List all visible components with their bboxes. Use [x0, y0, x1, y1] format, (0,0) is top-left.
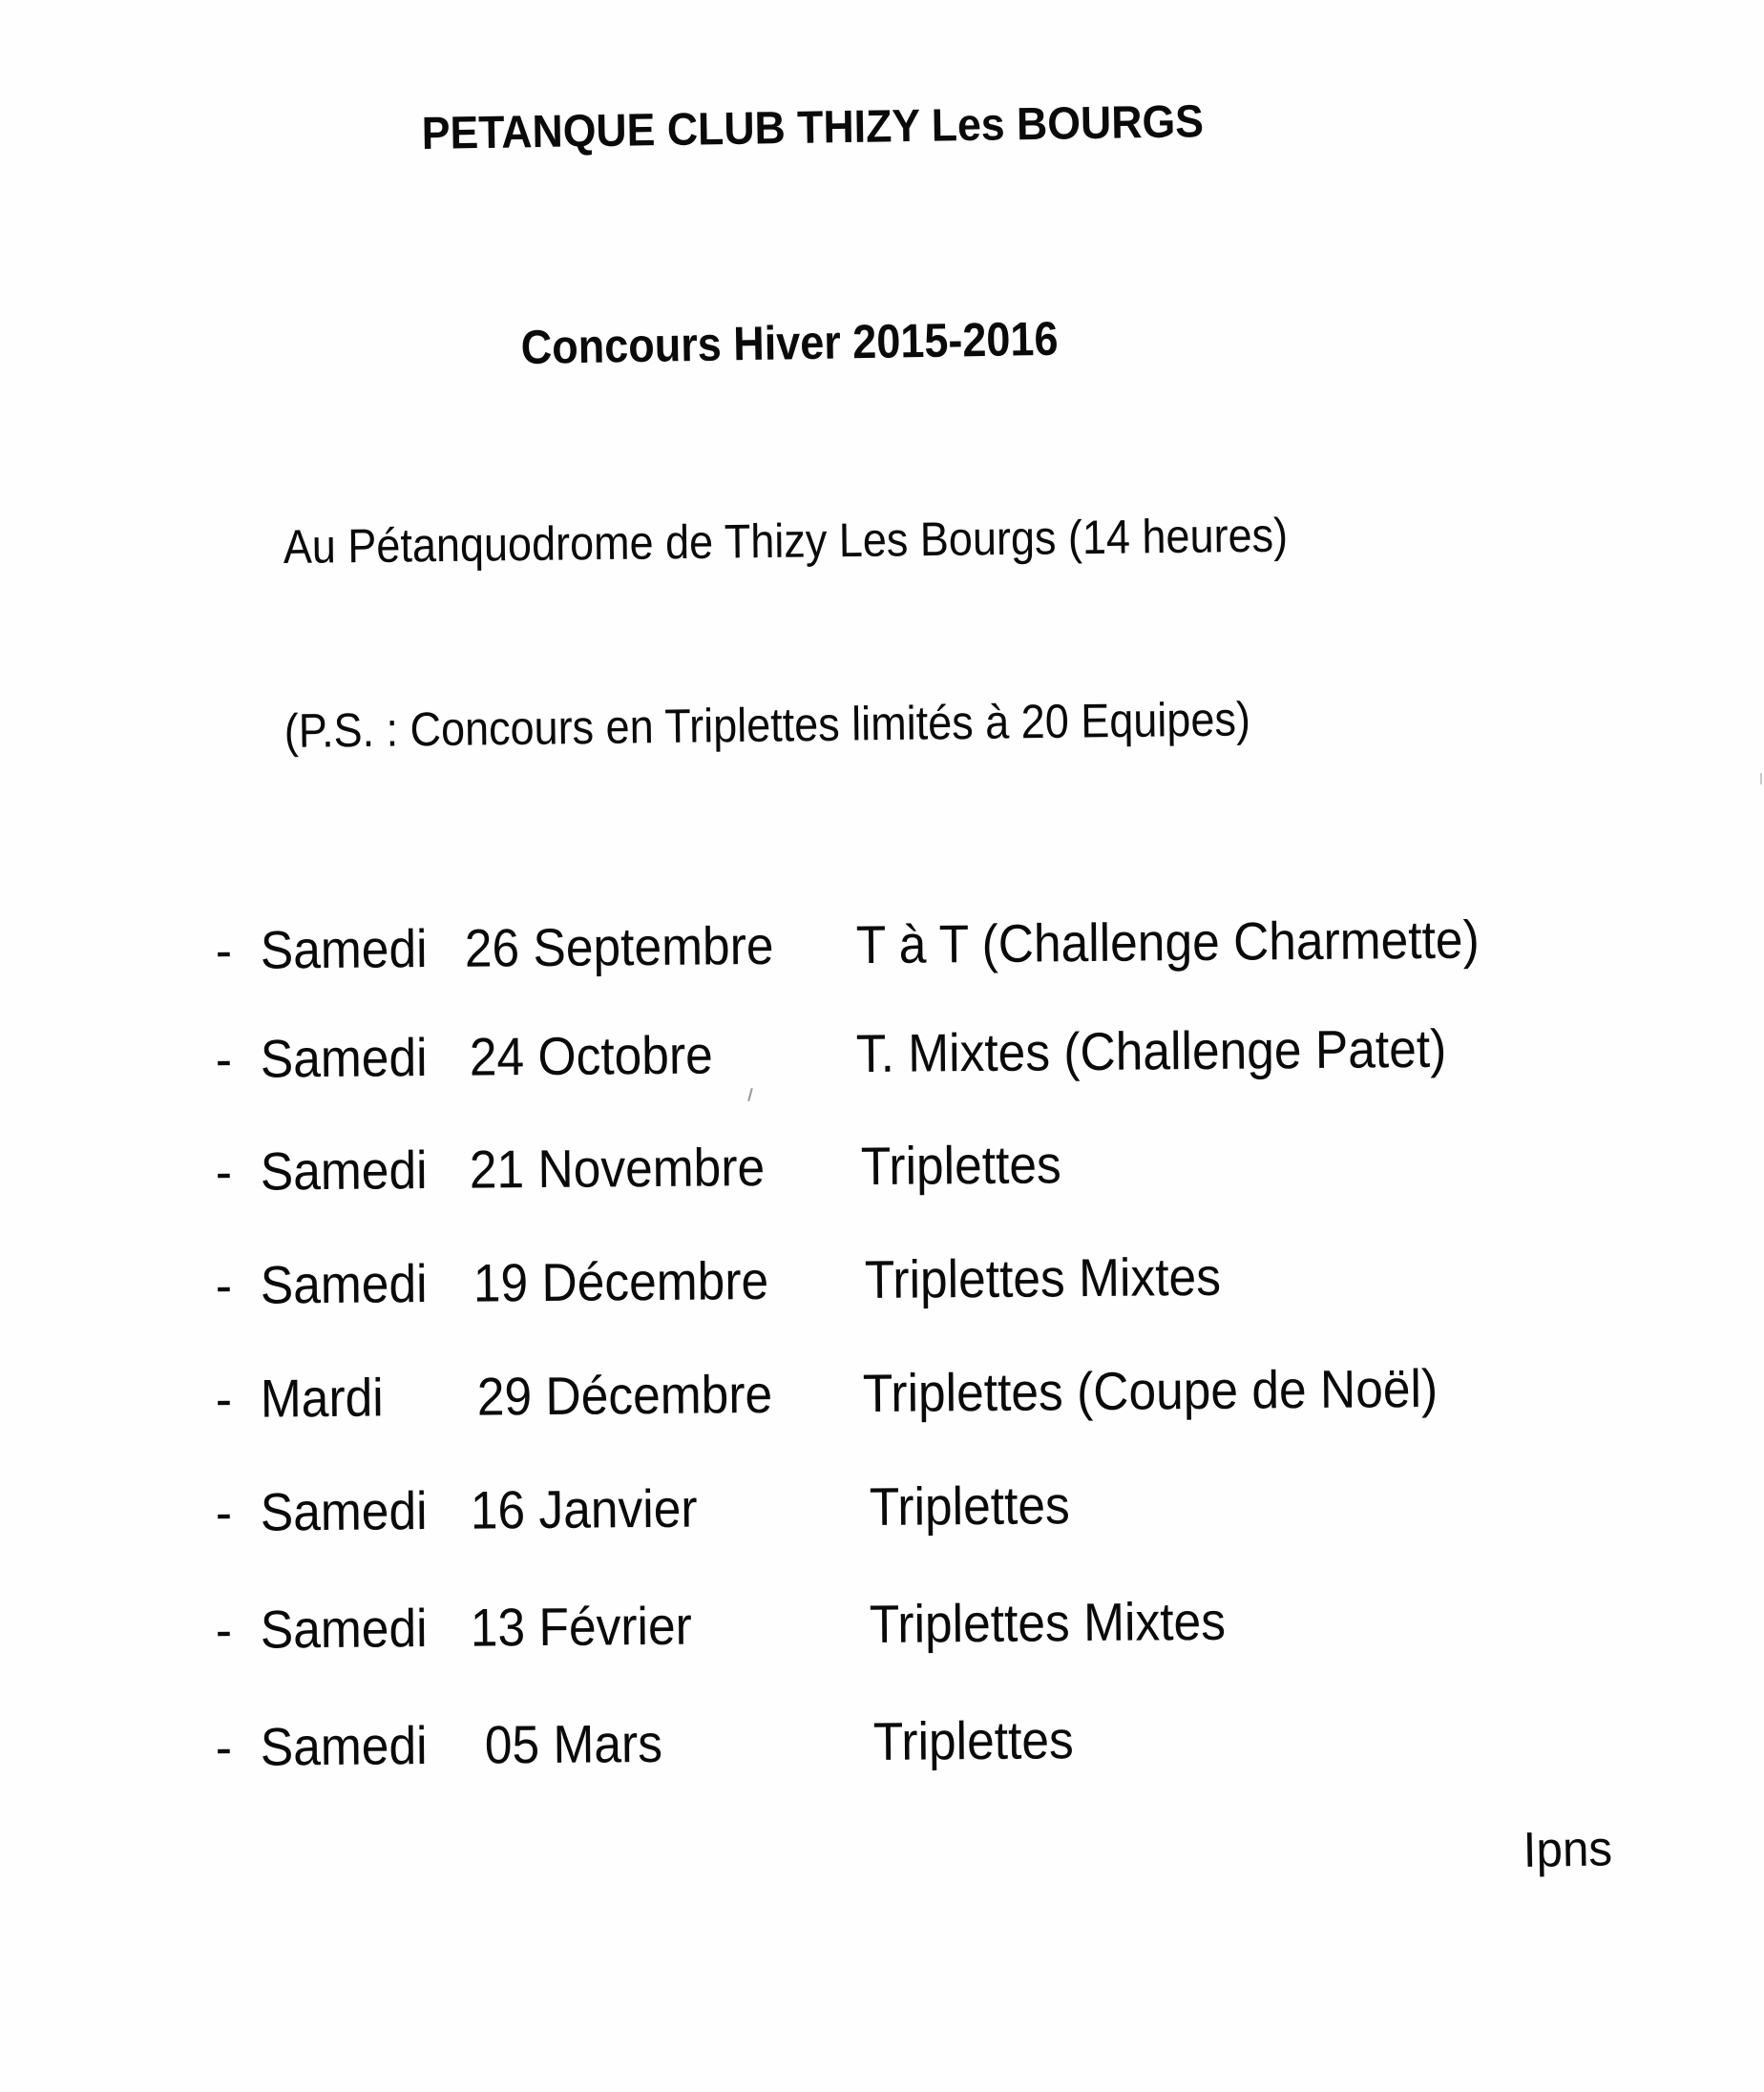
bullet-dash: -: [215, 1599, 233, 1660]
bullet-dash: -: [215, 1254, 233, 1315]
bullet-dash: -: [215, 1028, 233, 1089]
schedule-event: Triplettes: [860, 1134, 1062, 1197]
schedule-day: Samedi: [260, 1027, 428, 1089]
schedule-day: Samedi: [260, 918, 428, 980]
schedule-event: Triplettes (Coupe de Noël): [862, 1357, 1438, 1424]
bullet-dash: -: [215, 1716, 233, 1777]
bullet-dash: -: [215, 1368, 233, 1429]
venue-text: Au Pétanquodrome de Thizy Les Bourgs (14 heures): [283, 508, 1289, 574]
schedule-day: Mardi: [260, 1367, 384, 1429]
schedule-day: Samedi: [260, 1140, 428, 1202]
schedule-row: [0, 1590, 1764, 1672]
schedule-date: 29 Décembre: [476, 1363, 773, 1427]
schedule-date: 24 Octobre: [469, 1024, 713, 1087]
bullet-dash: -: [215, 1140, 233, 1202]
schedule-row: [0, 1359, 1764, 1441]
schedule-event: T à T (Challenge Charmette): [855, 909, 1480, 975]
bullet-dash: -: [215, 919, 233, 980]
schedule-row: [0, 1245, 1764, 1328]
schedule-row: [0, 1019, 1764, 1101]
schedule-row: [0, 1707, 1764, 1789]
schedule-event: Triplettes Mixtes: [869, 1590, 1227, 1655]
page-title: PETANQUE CLUB THIZY Les BOURGS: [421, 96, 1205, 159]
note-text: (P.S. : Concours en Triplettes limités à 20 Equipes): [284, 692, 1251, 758]
schedule-date: 19 Décembre: [472, 1249, 769, 1313]
schedule-day: Samedi: [260, 1253, 428, 1315]
schedule-date: 16 Janvier: [470, 1477, 698, 1540]
schedule-day: Samedi: [260, 1715, 428, 1777]
schedule-row: [0, 1473, 1764, 1555]
schedule-date: 26 Septembre: [464, 914, 774, 978]
page-subtitle: Concours Hiver 2015-2016: [520, 311, 1059, 374]
schedule-event: Triplettes: [869, 1475, 1071, 1538]
signature-ipns: Ipns: [1522, 1821, 1613, 1878]
schedule-event: T. Mixtes (Challenge Patet): [855, 1017, 1447, 1084]
schedule-day: Samedi: [260, 1598, 428, 1660]
schedule-date: 05 Mars: [484, 1712, 663, 1775]
scan-speck: [1760, 773, 1762, 784]
schedule-event: Triplettes: [872, 1709, 1075, 1771]
bullet-dash: -: [215, 1481, 233, 1542]
schedule-day: Samedi: [260, 1480, 428, 1542]
schedule-date: 21 Novembre: [469, 1136, 766, 1200]
schedule-row: [0, 910, 1764, 993]
schedule-date: 13 Février: [470, 1595, 693, 1658]
schedule-event: Triplettes Mixtes: [864, 1245, 1222, 1310]
schedule-row: [0, 1132, 1764, 1214]
